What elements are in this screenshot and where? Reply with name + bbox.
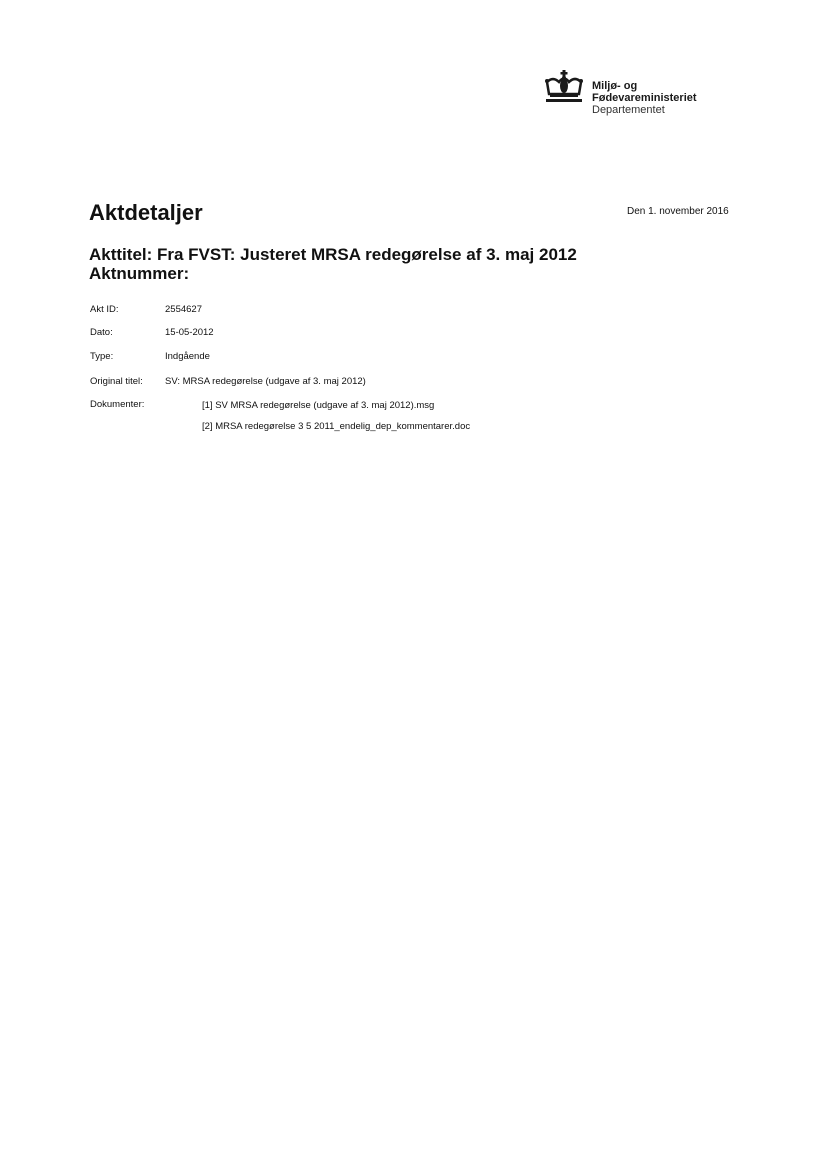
field-label: Dato: [90,327,113,338]
document-link-1[interactable]: [1] SV MRSA redegørelse (udgave af 3. maj 2012).msg [202,400,435,411]
field-label: Type: [90,351,114,362]
logo-text [592,80,697,116]
logo-line-2: Fødevareministeriet [592,92,697,104]
crown-icon [543,70,585,104]
document-link-2[interactable]: [2] MRSA redegørelse 3 5 2011_endelig_dep_kommentarer.doc [202,421,471,432]
logo-line-1: Miljø- og [592,80,638,92]
ministry-logo [543,70,743,126]
field-value: SV: MRSA redegørelse (udgave af 3. maj 2012) [165,376,366,387]
document-date: Den 1. november 2016 [627,206,729,217]
akttitel: Akttitel: Fra FVST: Justeret MRSA redegørelse af 3. maj 2012 [89,245,577,264]
aktnummer: Aktnummer: [89,264,190,283]
field-value: 15-05-2012 [165,327,214,338]
field-label: Akt ID: [90,304,119,315]
logo-line-3: Departementet [592,104,665,116]
page-title: Aktdetaljer [89,200,203,225]
field-value: Indgående [165,351,210,362]
field-label: Original titel: [90,376,143,387]
field-label: Dokumenter: [90,399,145,410]
field-value: 2554627 [165,304,202,315]
